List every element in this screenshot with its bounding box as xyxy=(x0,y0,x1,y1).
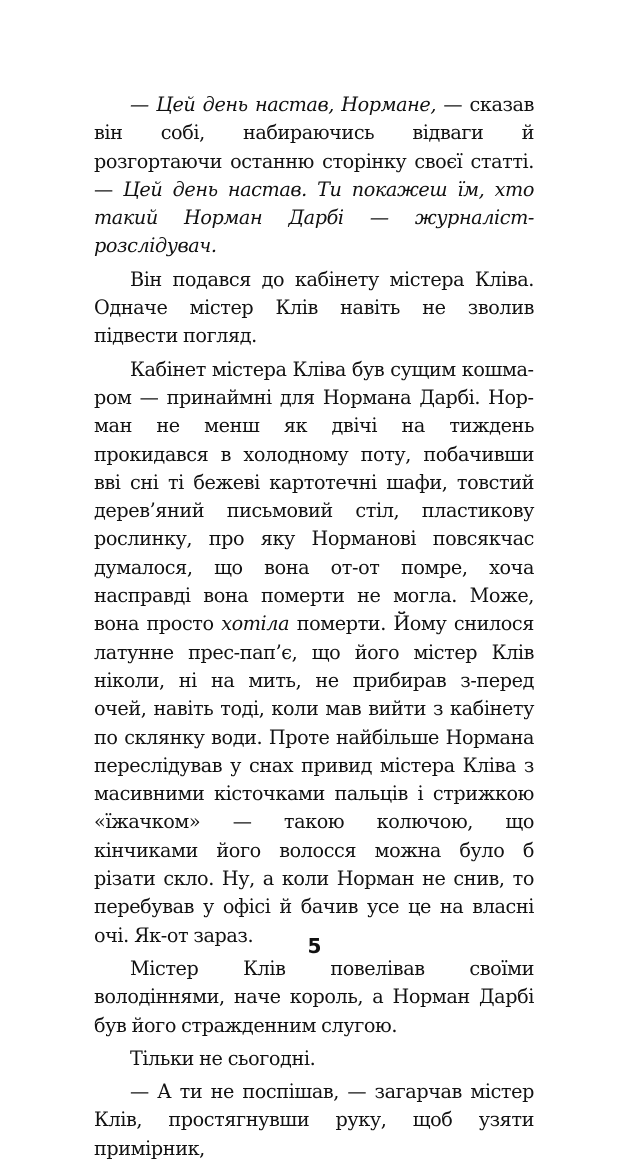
narration-text: — сказав він собі, набираючись відваги й розгортаючи останню сторінку своєї статті. — xyxy=(94,93,534,201)
narration-text: Він подався до кабінету містера Кліва. Одначе містер Клів навіть не зволив підвести погляд. xyxy=(94,267,534,348)
narration-text: Тільки не сьогодні. xyxy=(130,1046,316,1070)
dialogue-italic: — Цей день настав, Нормане, xyxy=(130,93,437,116)
narration-text: Кабінет містера Кліва був сущим кошмаром — принаймні для Нормана Дарбі. Норман не менш як двічі на тиждень прокидався в холодному поту, побачивши вві сні ті бежеві картотечні шафи, товстий дерев’яний письмовий стіл, пластикову рослинку, про яку Норманові повсякчас думалося, що вона от-от помре, хоча насправді вона померти не могла. Може, вона просто xyxy=(94,357,534,636)
paragraph-1 xyxy=(94,91,534,261)
paragraph-6 xyxy=(94,1078,534,1163)
emphasis-italic: хотіла xyxy=(221,612,290,636)
paragraph-2 xyxy=(94,266,534,351)
narration-text: — А ти не поспішав, — загарчав містер Клів, простягнувши руку, щоб узяти примірник, xyxy=(94,1080,534,1160)
page-number: 5 xyxy=(307,934,322,958)
paragraph-3 xyxy=(94,356,534,950)
narration-text: померти. Йому снилося латунне прес-пап’є, що його містер Клів ніколи, ні на мить, не прибирав з-перед очей, навіть тоді, коли мав вийти з кабінету по склянку води. Проте найбільше Нормана переслідував у снах привид містера Кліва з масивними кісточками пальців і стрижкою «їжачком» — такою колючою, що кінчиками його волосся можна було б різати скло. Ну, а коли Норман не снив, то перебував у офісі й бачив усе це на власні очі. Як-от зараз. xyxy=(94,612,534,947)
narration-text: Містер Клів повелівав своїми володіннями, наче король, а Норман Дарбі був його стражденним слугою. xyxy=(94,956,534,1037)
paragraph-4 xyxy=(94,955,534,1040)
paragraph-5 xyxy=(94,1045,534,1073)
dialogue-italic: Цей день настав. Ти покажеш їм, хто такий Норман Дарбі — журналіст-розслідувач. xyxy=(94,177,534,258)
page-body xyxy=(94,91,534,1163)
